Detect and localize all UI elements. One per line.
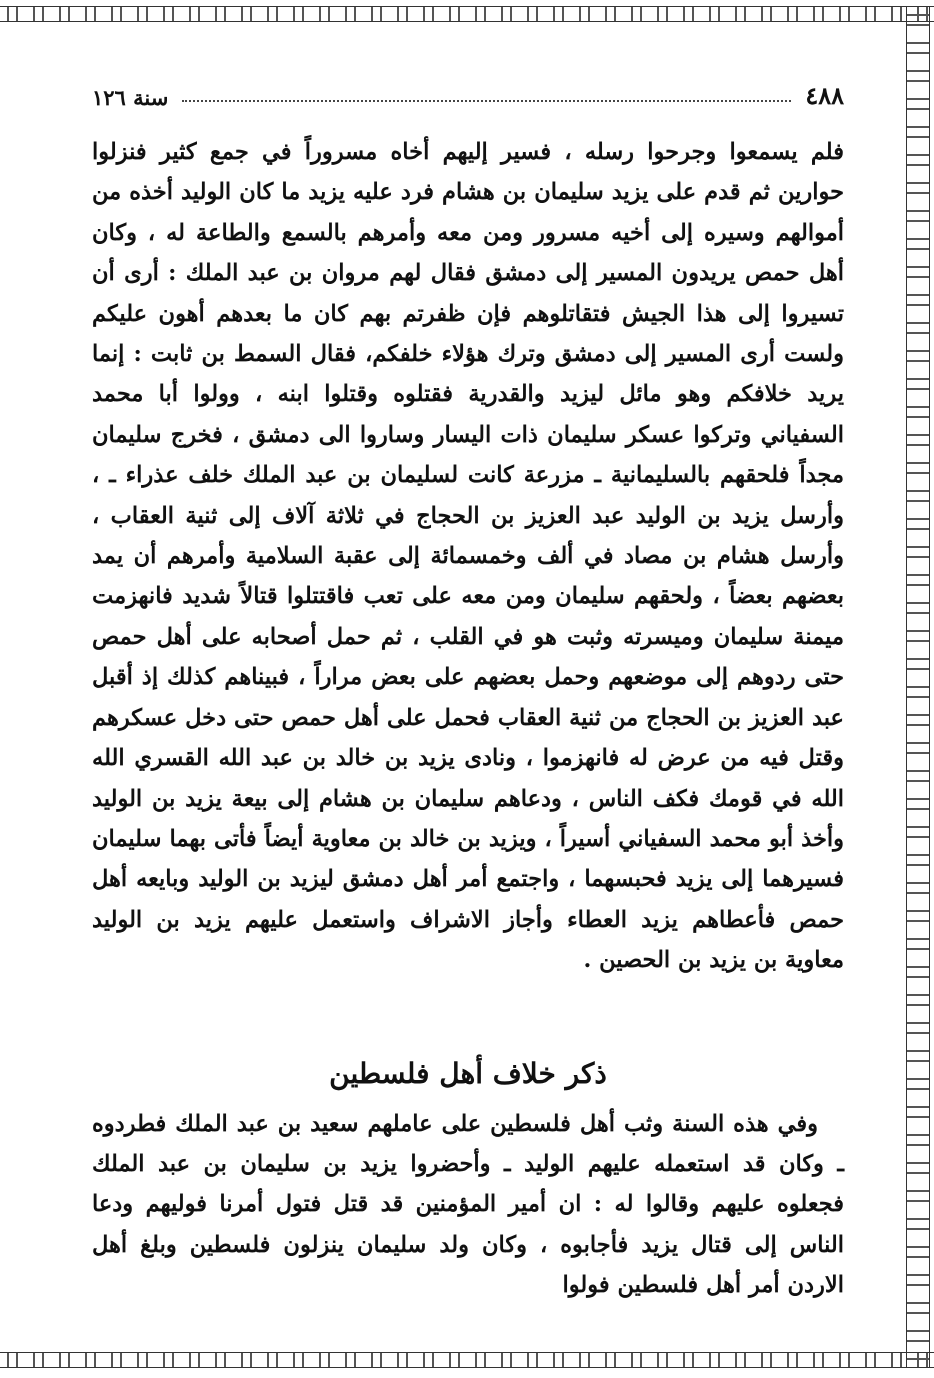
section-text [92, 1104, 844, 1306]
book-page [92, 78, 844, 1338]
page-header [92, 78, 844, 110]
section-title: ذكر خلاف أهل فلسطين [329, 1056, 607, 1090]
section-paragraph: وفي هذه السنة وثب أهل فلسطين على عاملهم سعيد بن عبد الملك فطردوه ـ وكان قد استعمله عليهم الوليد ـ وأحضروا يزيد بن سليمان بن عبد الملك فجعلوه عليهم وقالوا له : ان أمير المؤمنين قد قتل فتول أمرنا فوليهم ودعا الناس إلى قتال يزيد فأجابوه ، وكان ولد سليمان ينزلون فلسطين وبلغ أهل الاردن أمر أهل فلسطين فولوا [92, 1110, 844, 1299]
ornamental-border-bottom [0, 1352, 934, 1368]
running-title: سنة ١٢٦ [92, 85, 169, 110]
ornamental-border-top [0, 6, 934, 22]
paragraph: فلم يسمعوا وجرحوا رسله ، فسير إليهم أخاه مسروراً في جمع كثير فنزلوا حوارين ثم قدم على يزيد سليمان بن هشام فرد عليه يزيد ما كان الوليد أخذه من أموالهم وسيره إلى أخيه مسرور ومن معه وأمرهم بالسمع والطاعة له ، وكان أهل حمص يريدون المسير إلى دمشق فقال لهم مروان بن عبد الملك : أرى أن تسيروا إلى هذا الجيش فتقاتلوهم فإن ظفرتم بهم كان ما بعدهم أهون عليكم ولست أرى المسير إلى دمشق وترك هؤلاء خلفكم، فقال السمط بن ثابت : إنما يريد خلافكم وهو مائل ليزيد والقدرية فقتلوه وقتلوا ابنه ، وولوا أبا محمد السفياني وتركوا عسكر سليمان ذات اليسار وساروا الى دمشق ، فخرج سليمان مجداً فلحقهم بالسليمانية ـ مزرعة كانت لسليمان بن عبد الملك خلف عذراء ـ ، وأرسل يزيد بن الوليد عبد العزيز بن الحجاج في ثلاثة آلاف إلى ثنية العقاب ، وأرسل هشام بن مصاد في ألف وخمسمائة إلى عقبة السلامية وأمرهم أن يمد بعضهم بعضاً ، ولحقهم سليمان ومن معه على تعب فاقتتلوا قتالاً شديد فانهزمت ميمنة سليمان وميسرته وثبت هو في القلب ، ثم حمل أصحابه على أهل حمص حتى ردوهم إلى موضعهم وحمل بعضهم على بعض مراراً ، فبيناهم كذلك إذ أقبل عبد العزيز بن الحجاج من ثنية العقاب فحمل على أهل حمص حتى دخل عسكرهم وقتل فيه من عرض له فانهزموا ، ونادى يزيد بن خالد بن عبد الله القسري الله الله في قومك فكف الناس ، ودعاهم سليمان بن هشام إلى بيعة يزيد بن الوليد وأخذ أبو محمد السفياني أسيراً ، ويزيد بن خالد بن معاوية أيضاً فأتى بهما سليمان فسيرهما إلى يزيد فحبسهما ، واجتمع أمر أهل دمشق ليزيد بن الوليد وبايعه أهل حمص فأعطاهم يزيد العطاء وأجاز الاشراف واستعمل عليهم يزيد بن الوليد معاوية بن يزيد بن الحصين . [92, 139, 844, 974]
ornamental-border-right [906, 6, 930, 1368]
page-number: ٤٨٨ [805, 81, 844, 110]
header-leader-dots [182, 100, 791, 102]
main-text [92, 132, 844, 981]
